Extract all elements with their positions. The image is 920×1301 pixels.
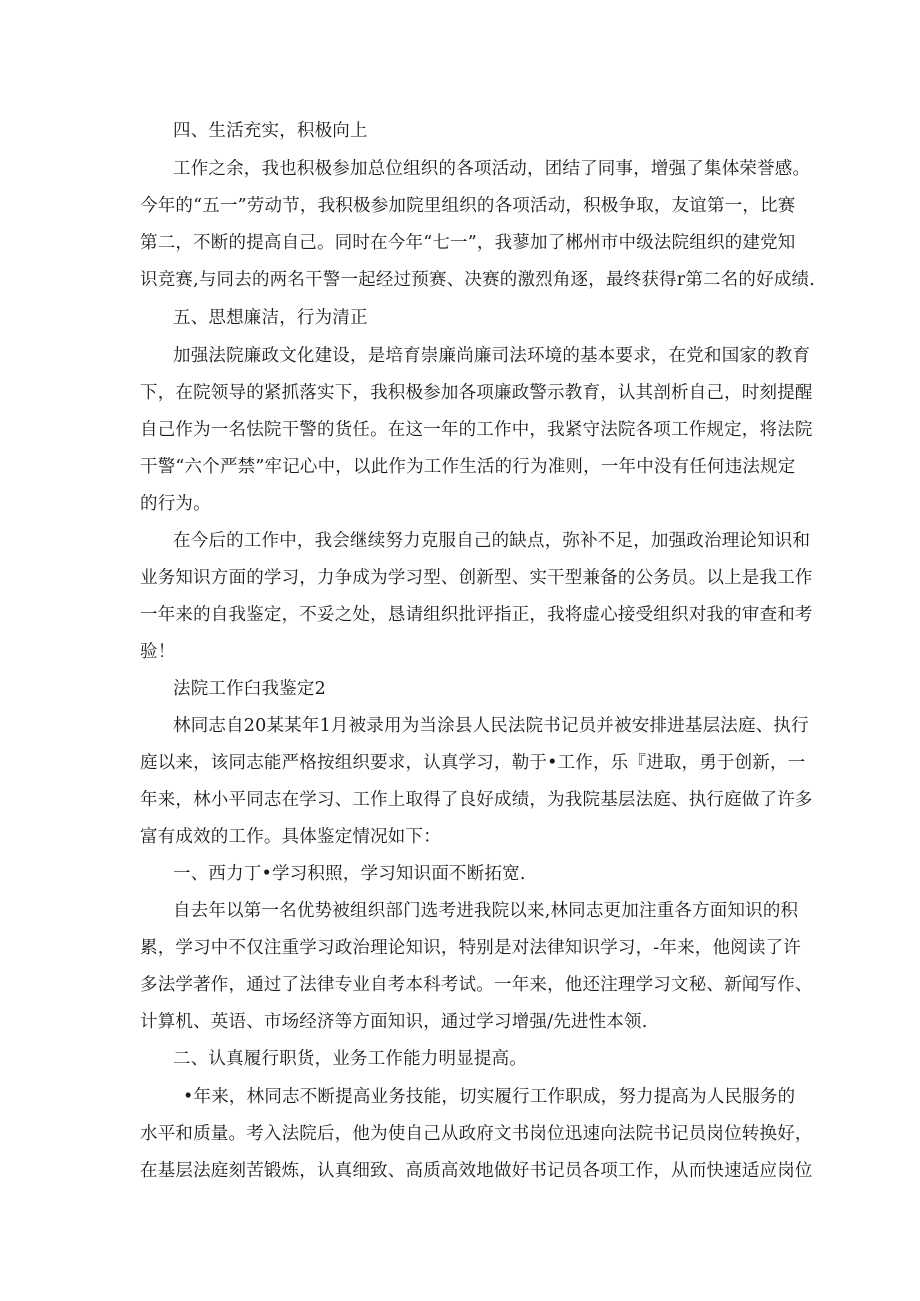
paragraph-line: 自己作为一名怯院干警的货任。在这一年的工作中，我紧守法院各项工作规定，将法院 (140, 420, 813, 440)
document-subtitle: 法院工作臼我鉴定2 (173, 679, 326, 699)
paragraph-line: 加强法院廉政文化建设，是培育崇廉尚廉司法环境的基本要求，在党和国家的教育 (173, 346, 811, 366)
section-heading-2: 二、认真履行职货，业务工作能力明显提高。 (173, 1049, 527, 1069)
paragraph-line: 工作之余，我也积极参加总位组织的各项活动，团结了同事，增强了集体荣誉感。 (173, 159, 811, 179)
paragraph-line: 验！ (140, 642, 176, 662)
section-heading-5: 五、思想廉洁，行为清正 (173, 308, 368, 328)
paragraph-line: 的行为。 (140, 494, 211, 514)
paragraph-line: •年来，林同志不断提高业务技能，切实履行工作职成，努力提高为人民服务的 (183, 1087, 796, 1107)
paragraph-line: 在今后的工作中，我会继续努力克服自己的缺点，弥补不足，加强政治理论知识和 (173, 531, 811, 551)
paragraph-line: 林同志自20某某年1月被录用为当涂县人民法院书记员并被安排进基层法庭、执行 (173, 716, 809, 736)
paragraph-line: 今年的“五一”劳动节，我积极参加院里组织的各项活动，积极争取，友谊第一，比赛 (140, 196, 796, 216)
paragraph-line: 一年来的自我鉴定，不妥之处，恳请组织批评指正，我将虚心接受组织对我的审查和考 (140, 605, 813, 625)
paragraph-line: 水平和质量。考入法院后，他为使自己从政府文书岗位迅速向法院书记员岗位转换好， (140, 1124, 813, 1144)
section-heading-1: 一、西力丁•学习积照，学习知识面不断拓宽. (173, 864, 526, 884)
paragraph-line: 计算机、英语、市场经济等方面知识，通过学习增强/先进性本领. (140, 1012, 648, 1032)
paragraph-line: 第二，不断的提高自己。同时在今年“七一”，我蓼加了郴州市中级法院组织的建党知 (140, 233, 796, 253)
paragraph-line: 富有成效的工作。具体鉴定情况如下： (140, 827, 441, 847)
paragraph-line: 下，在院领导的紧抓落实下，我积极参加各项廉政警示教育，认其剖析自己，时刻提醒 (140, 383, 813, 403)
section-heading-4: 四、生活充实，积极向上 (173, 121, 368, 141)
paragraph-line: 识竞赛,与同去的两名干警一起经过预赛、决赛的激烈角逐，最终获得r第二名的好成绩. (140, 270, 815, 290)
paragraph-line: 年来，林小平同志在学习、工作上取得了良好成绩，为我院基层法庭、执行庭做了许多 (140, 790, 813, 810)
paragraph-line: 庭以来，该同志能严格按组织要求，认真学习，勒于•工作，乐『进取，勇于创新，一 (140, 753, 806, 773)
paragraph-line: 业务知识方面的学习，力争成为学习型、创新型、实干型兼备的公务员。以上是我工作 (140, 568, 813, 588)
paragraph-line: 多法学著作，通过了法律专业自考本科考试。一年来，他还注理学习文秘、新闻写作、 (140, 975, 813, 995)
paragraph-line: 自去年以第一名优势被组织部门选考进我院以来,林同志更加注重各方面知识的积 (173, 901, 799, 921)
paragraph-line: 在基层法庭刻苦锻炼，认真细致、高质高效地做好书记员各项工作，从而快速适应岗位 (140, 1161, 813, 1181)
paragraph-line: 累，学习中不仅注重学习政治理论知识，特别是对法律知识学习，-年来，他阅读了许 (140, 938, 802, 958)
paragraph-line: 干警“六个严禁”牢记心中，以此作为工作生活的行为准则，一年中没有任何违法规定 (140, 457, 796, 477)
